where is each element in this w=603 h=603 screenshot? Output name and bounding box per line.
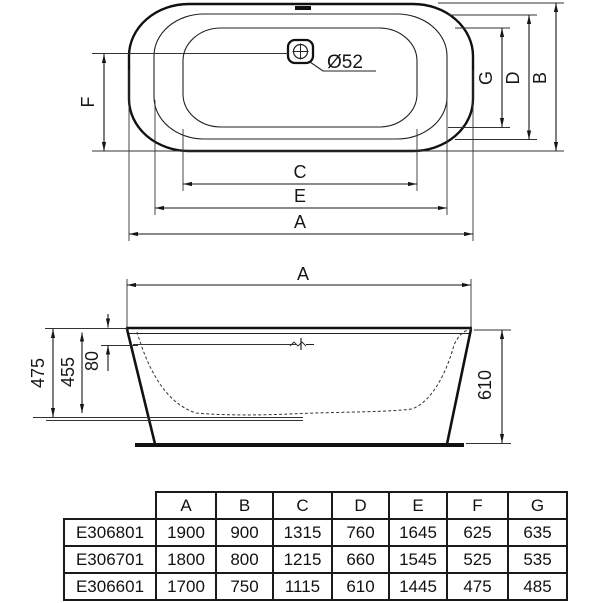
table-cell: 1700 bbox=[156, 573, 216, 600]
overflow-slot bbox=[295, 6, 311, 10]
table-cell: 900 bbox=[216, 519, 273, 546]
table-header-f: F bbox=[447, 492, 508, 519]
dim-label-b: B bbox=[530, 71, 550, 85]
table-cell: 760 bbox=[332, 519, 389, 546]
right-wall-line bbox=[447, 329, 471, 444]
side-view-extension-lines bbox=[33, 279, 511, 444]
drain-symbol bbox=[288, 40, 313, 63]
dim-label-a-side: A bbox=[296, 264, 310, 284]
dimension-table bbox=[63, 491, 568, 601]
table-header-row bbox=[64, 492, 567, 519]
dim-label-g: G bbox=[476, 70, 496, 86]
table-cell: 1115 bbox=[273, 573, 332, 600]
dim-label-a: A bbox=[293, 212, 307, 232]
table-row bbox=[64, 519, 567, 546]
product-code: E306701 bbox=[64, 546, 156, 573]
table-cell: 1800 bbox=[156, 546, 216, 573]
table-cell: 1315 bbox=[273, 519, 332, 546]
table-cell: 525 bbox=[447, 546, 508, 573]
table-corner-blank bbox=[64, 492, 156, 519]
dim-label-c: C bbox=[293, 162, 307, 182]
table-cell: 1215 bbox=[273, 546, 332, 573]
top-view-dimension-lines bbox=[104, 3, 556, 234]
dim-label-e: E bbox=[293, 186, 307, 206]
top-view bbox=[78, 3, 564, 241]
table-cell: 625 bbox=[447, 519, 508, 546]
table-cell: 610 bbox=[332, 573, 389, 600]
left-wall-line bbox=[127, 329, 155, 444]
table-header-e: E bbox=[389, 492, 447, 519]
dim-label-f: F bbox=[78, 96, 98, 108]
table-row bbox=[64, 546, 567, 573]
table-row bbox=[64, 573, 567, 600]
table-cell: 660 bbox=[332, 546, 389, 573]
table-cell: 475 bbox=[447, 573, 508, 600]
product-code: E306801 bbox=[64, 519, 156, 546]
drain-diameter-label: Ø52 bbox=[327, 52, 363, 73]
tub-outer-rim bbox=[129, 4, 473, 151]
top-view-extension-lines bbox=[92, 3, 564, 241]
table-header-d: D bbox=[332, 492, 389, 519]
table-header-a: A bbox=[156, 492, 216, 519]
table-cell: 750 bbox=[216, 573, 273, 600]
table-header-g: G bbox=[508, 492, 567, 519]
side-view-dimension-lines bbox=[53, 285, 502, 443]
table-cell: 1645 bbox=[389, 519, 447, 546]
side-view bbox=[28, 264, 511, 445]
table-cell: 635 bbox=[508, 519, 567, 546]
dim-label-d: D bbox=[503, 71, 523, 85]
table-header-b: B bbox=[216, 492, 273, 519]
dim-label-455: 455 bbox=[58, 356, 78, 388]
table-cell: 1900 bbox=[156, 519, 216, 546]
table-header-c: C bbox=[273, 492, 332, 519]
dim-label-80: 80 bbox=[82, 350, 102, 372]
table-cell: 535 bbox=[508, 546, 567, 573]
table-cell: 1445 bbox=[389, 573, 447, 600]
product-code: E306601 bbox=[64, 573, 156, 600]
tub-inner-basin bbox=[183, 28, 417, 127]
table-cell: 485 bbox=[508, 573, 567, 600]
table-cell: 1545 bbox=[389, 546, 447, 573]
table-cell: 800 bbox=[216, 546, 273, 573]
dim-label-610: 610 bbox=[475, 369, 495, 401]
dim-label-475: 475 bbox=[28, 357, 48, 389]
